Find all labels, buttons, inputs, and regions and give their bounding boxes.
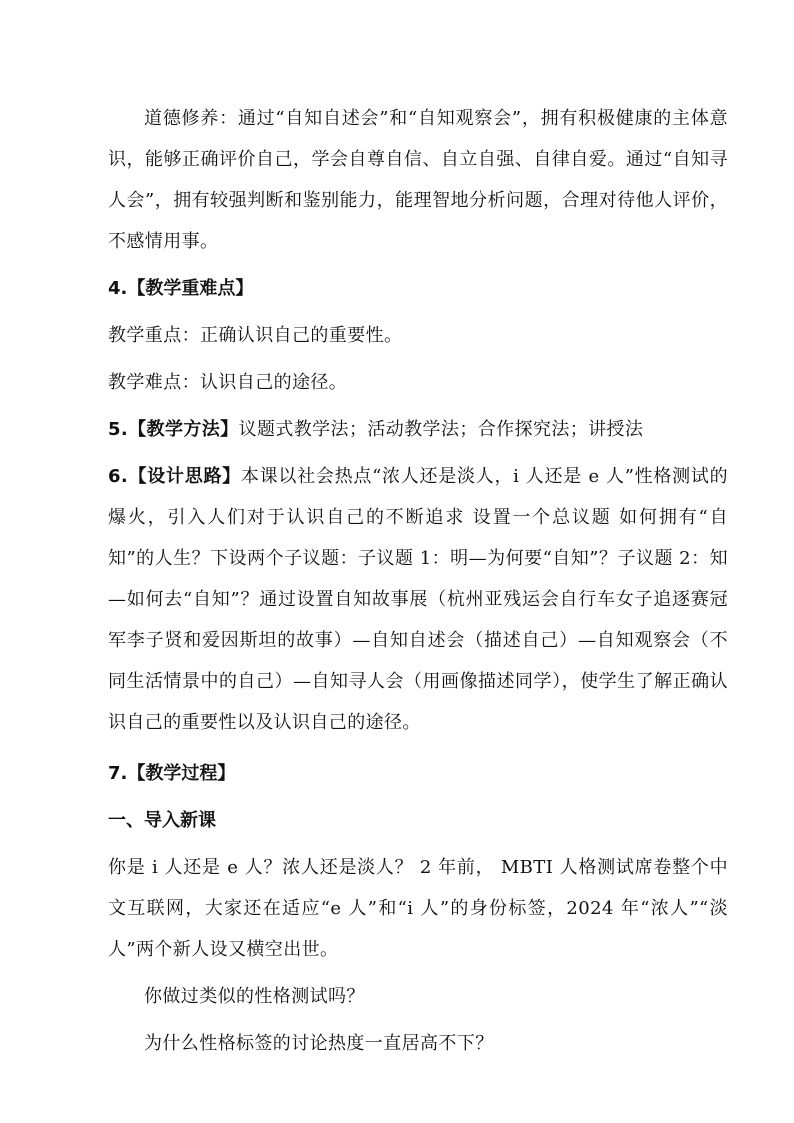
section-4-heading: 4.【教学重难点】 bbox=[108, 278, 254, 299]
difficult-point-text: 教学难点：认识自己的途径。 bbox=[108, 372, 348, 393]
question-2: 为什么性格标签的讨论热度一直居高不下？ bbox=[144, 1033, 494, 1054]
design-idea-paragraph bbox=[108, 456, 728, 743]
question-1: 你做过类似的性格测试吗？ bbox=[144, 986, 365, 1007]
key-point-text: 教学重点：正确认识自己的重要性。 bbox=[108, 325, 403, 346]
design-idea-text: 本课以社会热点“浓人还是淡人，i 人还是 e 人”性格测试的爆火，引入人们对于认识自己的不断追求 设置一个总议题 如何拥有“自知”的人生？下设两个子议题：子议题 1：明—为何要“自知”？子议题 2：知—如何去“自知”？通过设置自知故事展（杭州亚残运会自行车女子追逐赛冠军李子贤和爱因斯坦的故事）—自知自述会（描述自己）—自知观察会（不同生活情景中的自己）—自知寻人会（用画像描述同学），使学生了解正确认识自己的重要性以及认识自己的途径。 bbox=[108, 466, 728, 733]
document-body bbox=[108, 98, 728, 1064]
section-5-label: 5.【教学方法】 bbox=[108, 419, 239, 440]
section-6-label: 6.【设计思路】 bbox=[108, 466, 241, 487]
intro-subheading: 一、导入新课 bbox=[108, 810, 216, 831]
intro-paragraph: 你是 i 人还是 e 人？浓人还是淡人？ 2 年前， MBTI 人格测试席卷整个中文互联网，大家还在适应“e 人”和“i 人”的身份标签，2024 年“浓人”“淡人”两个新人设又横空出世。 bbox=[108, 857, 728, 960]
moral-cultivation-paragraph: 道德修养：通过“自知自述会”和“自知观察会”，拥有积极健康的主体意识，能够正确评价自己，学会自尊自信、自立自强、自律自爱。通过“自知寻人会”，拥有较强判断和鉴别能力，能理智地分析问题，合理对待他人评价，不感情用事。 bbox=[108, 108, 728, 252]
teaching-methods-line bbox=[108, 409, 728, 450]
section-7-heading: 7.【教学过程】 bbox=[108, 763, 236, 784]
teaching-methods-text: 议题式教学法；活动教学法；合作探究法；讲授法 bbox=[238, 419, 644, 440]
